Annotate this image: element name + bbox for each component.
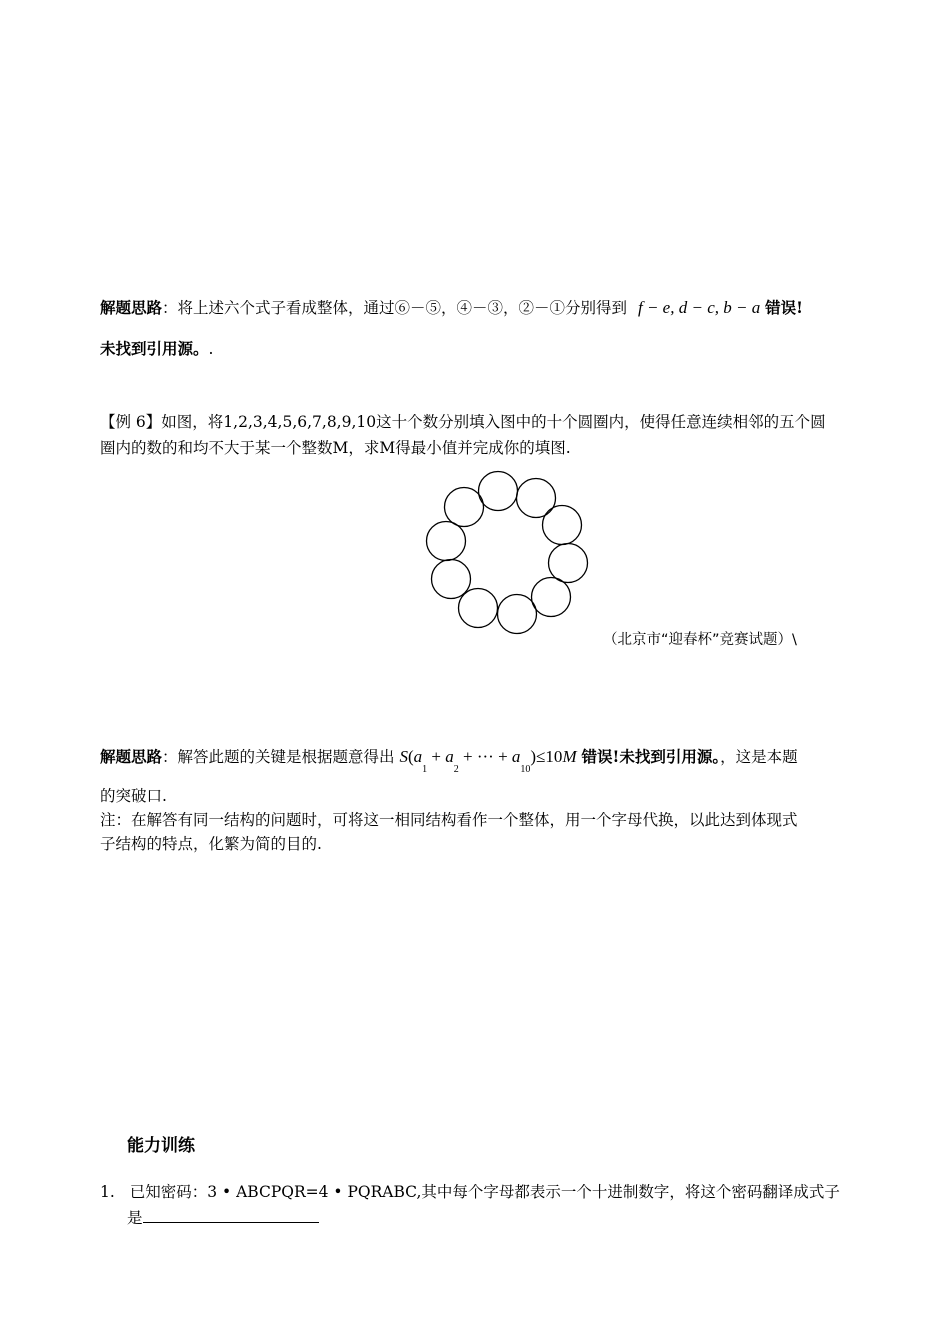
formula-a2: a [445,747,454,766]
circle-10 [445,488,484,527]
formula-plus-dots: + ··· + [458,747,512,766]
section-heading-practice: 能力训练 [127,1136,195,1156]
question-1-text-2: 是 [127,1209,143,1227]
figure-source: （北京市“迎春杯”竞赛试题）\ [603,632,797,648]
solution-text: 将上述六个式子看成整体，通过⑥－⑤，④－③，②－①分别得到 [177,299,628,317]
example-tag: 【例 6】 [100,413,162,431]
example-text-1: 如图，将1,2,3,4,5,6,7,8,9,10这十个数分别填入图中的十个圆圈内，使得任意连续相邻的五个圆 [161,413,826,431]
question-1-line-2 [127,1207,319,1228]
period: . [208,340,214,358]
formula-sub-10: 10 [520,764,531,775]
formula-a1: a [413,747,423,766]
solution-tail: ，这是本题 [720,748,798,766]
circle-3 [543,506,582,545]
circle-7 [459,589,498,628]
solution-idea-2-line-2: 的突破口. [100,787,167,805]
example-6-line-1 [100,412,826,432]
circle-9 [427,522,466,561]
solution-text-2: 解答此题的关键是根据题意得出 [177,748,395,766]
note-line-2: 子结构的特点，化繁为简的目的. [100,835,322,853]
formula-rhs: ≤10 [536,747,563,766]
note-line-1: 注：在解答有同一结构的问题时，可将这一相同结构看作一个整体，用一个字母代换，以此达到体现式 [100,811,798,829]
circle-1 [479,472,518,511]
circle-ring-figure [418,466,598,642]
formula-sub-1: 1 [422,764,428,775]
formula-plus-1: + [427,747,446,766]
error-text-3: 错误!未找到引用源。 [581,747,721,766]
circle-2 [517,479,556,518]
answer-blank[interactable] [143,1207,319,1223]
formula-close-paren: ) [530,747,537,766]
colon-2: ： [162,748,178,766]
solution-idea-2 [100,747,798,775]
question-1-line-1 [100,1182,840,1202]
circle-8 [432,560,471,599]
question-number: 1. [100,1183,115,1201]
error-text-2: 未找到引用源。 [100,339,209,358]
circle-6 [498,595,537,634]
formula-sub-2: 2 [453,764,459,775]
formula-a10: a [511,747,521,766]
solution-label: 解题思路 [100,298,163,317]
error-line [100,339,213,359]
sum-inequality-formula [399,747,581,775]
example-6-line-2: 圈内的数的和均不大于某一个整数M，求M得最小值并完成你的填图. [100,439,571,457]
circle-5 [532,578,571,617]
formula-s: S [399,747,408,766]
error-text: 错误! [765,298,803,317]
formula-open-paren: ( [407,747,414,766]
solution-idea-1 [100,298,803,318]
solution-label-2: 解题思路 [100,747,163,766]
circle-4 [549,544,588,583]
formula-m: M [562,747,577,766]
question-1-text: 已知密码：3 • ABCPQR=4 • PQRABC,其中每个字母都表示一个十进制数字，将这个密码翻译成式子 [129,1183,840,1201]
formula-differences: f − e, d − c, b − a [637,298,761,317]
colon: ： [162,299,178,317]
